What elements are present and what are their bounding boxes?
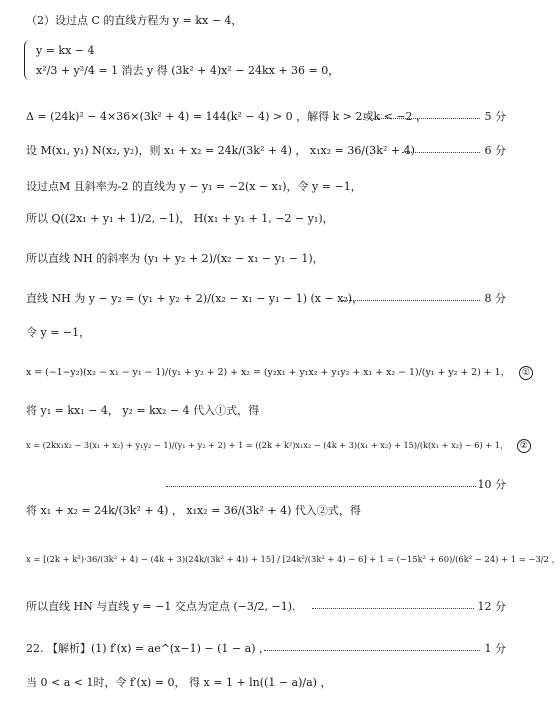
dotted-leader [312, 608, 474, 609]
equation-3: x = [(2k + k²)·36/(3k² + 4) − (4k + 3)(24k/(3k² + 4)) + 15] / [24k²/(3k² + 4) − 6] + 1 = (−15k² + 60)/(6k² − 24) + 1 = −3/2 ， [26, 554, 560, 564]
line-5 [26, 144, 506, 158]
line-16-text: 所以直线 HN 与直线 y = −1 交点为定点 (−3/2, −1). [26, 600, 296, 613]
line-17 [26, 642, 506, 656]
score-12: 12 分 [477, 600, 506, 613]
equation-1-text: x = (−1−y₂)(x₂ − x₁ − y₁ − 1)/(y₁ + y₂ + 2) + x₂ = (y₂x₁ + y₁x₂ + y₁y₂ + x₁ + x₂ − 1)/(y₁ + y₂ + 2) + 1， [26, 367, 510, 378]
line-16 [26, 600, 506, 614]
equation-marker-2: ② [517, 439, 531, 453]
system-brace [24, 40, 32, 80]
line-4 [26, 110, 506, 124]
equation-marker-1: ① [519, 366, 533, 380]
equation-1 [26, 366, 533, 380]
line-6: 设过点M 且斜率为-2 的直线为 y − y₁ = −2(x − x₁)，令 y = −1， [26, 180, 362, 193]
dotted-leader [402, 152, 480, 153]
line-7: 所以 Q((2x₁ + y₁ + 1)/2, −1)， H(x₁ + y₁ + 1, −2 − y₁)， [26, 212, 334, 225]
equation-2-text: x = (2kx₁x₂ − 3(x₁ + x₂) + y₁y₂ − 1)/(y₁ + y₂ + 2) + 1 = ((2k + k²)x₁x₂ − (4k + 3)(x₁ + x₂) + 15)/(k(x₁ + x₂) − 6) + 1， [26, 440, 509, 450]
line-4-text: Δ = (24k)² − 4×36×(3k² + 4) = 144(k² − 4) > 0 ，解得 k > 2或k < −2 ， [26, 110, 428, 123]
line-18: 当 0 < a < 1时，令 f′(x) = 0， 得 x = 1 + ln((1 − a)/a) ， [26, 676, 332, 689]
line-5-text: 设 M(x₁, y₁) N(x₂, y₂)，则 x₁ + x₂ = 24k/(3k² + 4) ， x₁x₂ = 36/(3k² + 4) [26, 144, 415, 157]
score-10: 10 分 [477, 478, 506, 491]
line-10: 令 y = −1， [26, 326, 91, 339]
line-1: （2）设过点 C 的直线方程为 y = kx − 4， [26, 14, 243, 27]
score-1: 1 分 [484, 642, 506, 655]
dotted-leader [264, 650, 480, 651]
line-9 [26, 292, 506, 306]
score-6: 6 分 [484, 144, 506, 157]
line-3: x²/3 + y²/4 = 1 消去 y 得 (3k² + 4)x² − 24kx + 36 = 0， [36, 64, 340, 77]
line-14: 将 x₁ + x₂ = 24k/(3k² + 4) ， x₁x₂ = 36/(3k² + 4) 代入②式，得 [26, 504, 361, 517]
line-9-text: 直线 NH 为 y − y₂ = (y₁ + y₂ + 2)/(x₂ − x₁ − y₁ − 1) (x − x₂)， [26, 292, 364, 305]
dotted-leader [342, 300, 480, 301]
dotted-leader [368, 118, 480, 119]
score-5: 5 分 [484, 110, 506, 123]
line-8: 所以直线 NH 的斜率为 (y₁ + y₂ + 2)/(x₂ − x₁ − y₁ − 1)， [26, 252, 324, 265]
dotted-leader [166, 486, 476, 487]
line-17-text: 22. 【解析】(1) f′(x) = ae^(x−1) − (1 − a) ， [26, 642, 270, 655]
equation-2 [26, 438, 531, 453]
score-8: 8 分 [484, 292, 506, 305]
line-12: 将 y₁ = kx₁ − 4， y₂ = kx₂ − 4 代入①式，得 [26, 404, 260, 417]
line-2: y = kx − 4 [36, 44, 95, 57]
